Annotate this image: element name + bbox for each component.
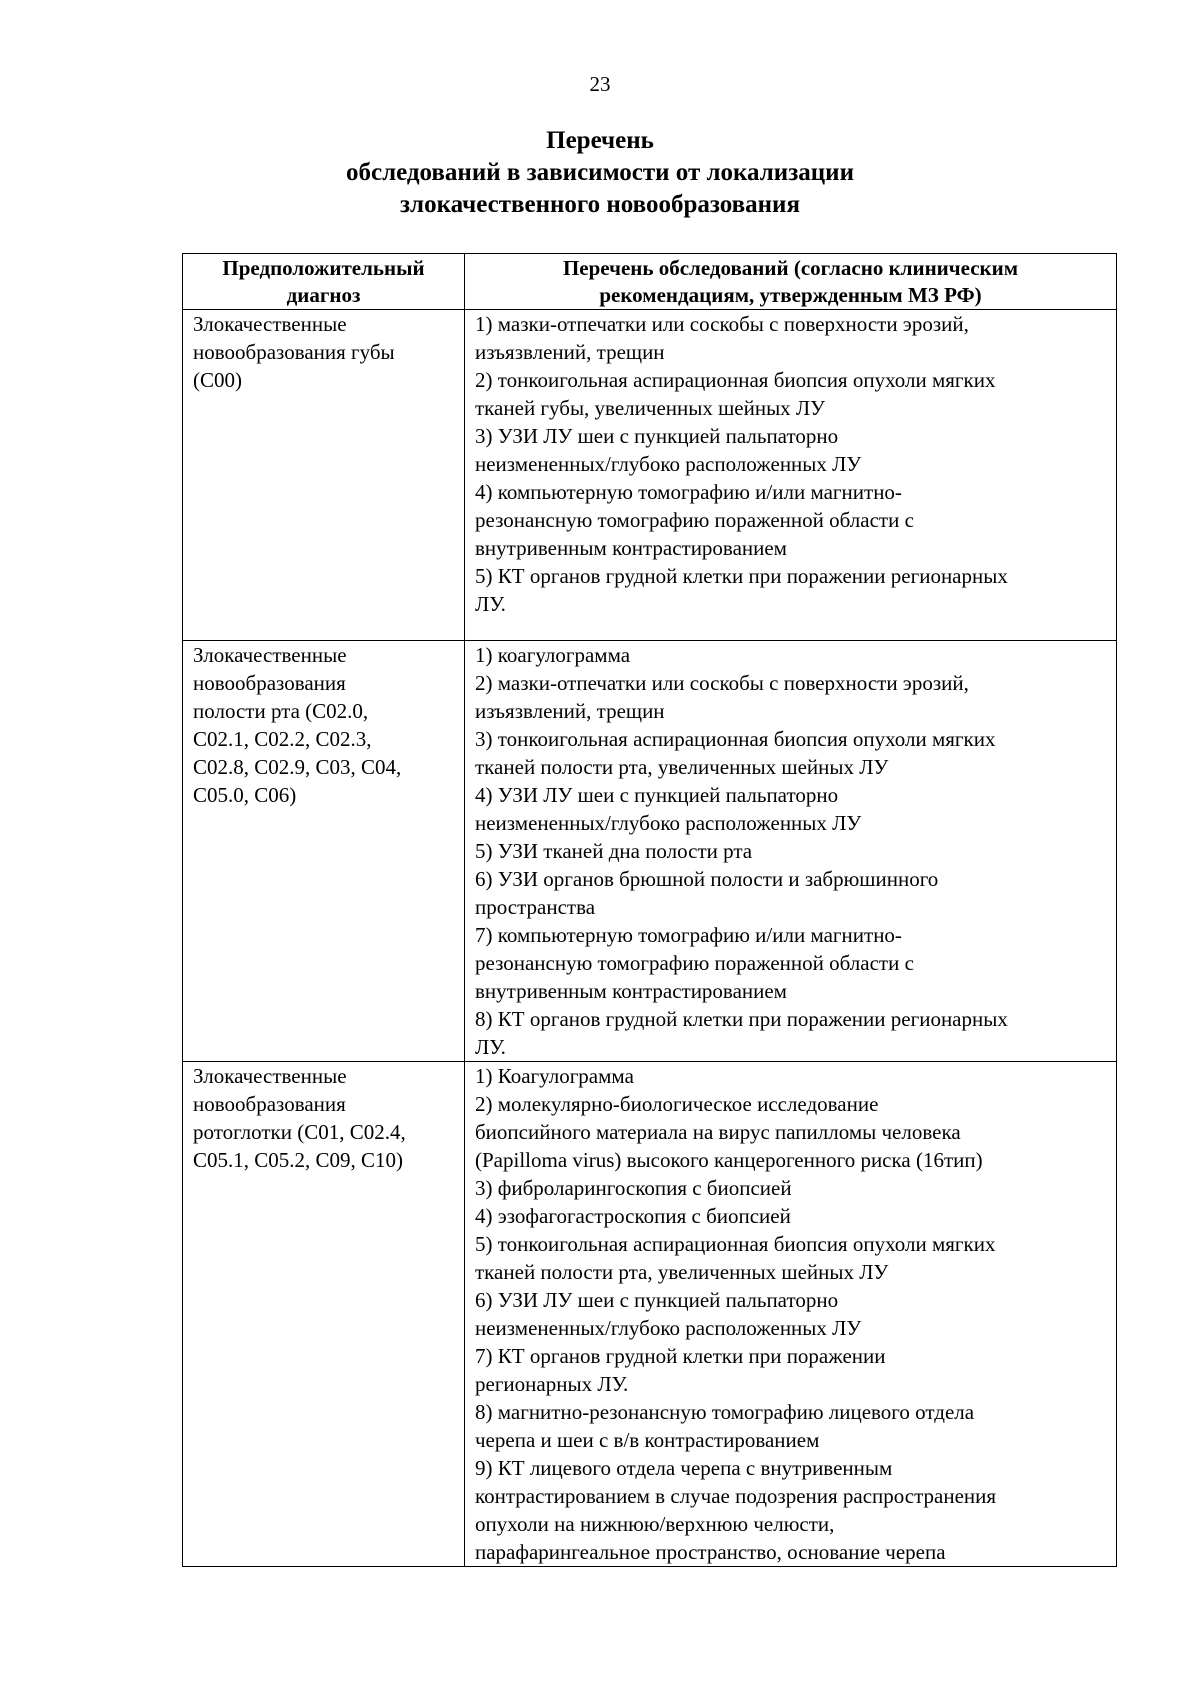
exam-line: 3) УЗИ ЛУ шеи с пункцией пальпаторно (475, 424, 839, 448)
document-title (0, 125, 1200, 221)
exam-line: 2) молекулярно-биологическое исследование (475, 1092, 879, 1116)
diagnosis-cell (183, 641, 465, 1062)
exam-line: опухоли на нижнюю/верхнюю челюсти, (475, 1512, 835, 1536)
exam-line: (Papilloma virus) высокого канцерогенного риска (16тип) (475, 1148, 983, 1172)
exam-line: 4) УЗИ ЛУ шеи с пункцией пальпаторно (475, 783, 839, 807)
diagnosis-line: С02.8, С02.9, С03, С04, (193, 755, 402, 779)
table-body (183, 310, 1117, 1567)
exam-line: тканей полости рта, увеличенных шейных ЛУ (475, 1260, 889, 1284)
exam-line: 8) КТ органов грудной клетки при поражении регионарных (475, 1007, 1008, 1031)
diagnosis-line: (С00) (193, 368, 242, 392)
exam-line: ЛУ. (475, 1035, 506, 1059)
exam-line: тканей полости рта, увеличенных шейных ЛУ (475, 755, 889, 779)
diagnosis-line: С05.1, С05.2, С09, С10) (193, 1148, 404, 1172)
exam-line: неизмененных/глубоко расположенных ЛУ (475, 811, 862, 835)
diagnosis-line: С05.0, С06) (193, 783, 297, 807)
exam-line: неизмененных/глубоко расположенных ЛУ (475, 452, 862, 476)
exam-line: резонансную томографию пораженной области с (475, 508, 914, 532)
exam-line: 1) мазки-отпечатки или соскобы с поверхности эрозий, (475, 312, 969, 336)
exam-line: ЛУ. (475, 592, 506, 616)
exam-line: 6) УЗИ органов брюшной полости и забрюшинного (475, 867, 939, 891)
exam-line: контрастированием в случае подозрения распространения (475, 1484, 997, 1508)
exam-line: 4) компьютерную томографию и/или магнитно- (475, 480, 902, 504)
diagnosis-line: полости рта (С02.0, (193, 699, 369, 723)
exam-line: 2) тонкоигольная аспирационная биопсия опухоли мягких (475, 368, 996, 392)
header-line: Перечень обследований (согласно клиническим (562, 256, 1019, 280)
exam-line: 6) УЗИ ЛУ шеи с пункцией пальпаторно (475, 1288, 839, 1312)
exam-line: 8) магнитно-резонансную томографию лицевого отдела (475, 1400, 975, 1424)
exam-line: 3) фиброларингоскопия с биопсией (475, 1176, 792, 1200)
diagnosis-line: Злокачественные (193, 1064, 347, 1088)
exam-line: внутривенным контрастированием (475, 536, 787, 560)
diagnosis-cell (183, 310, 465, 641)
exam-line: 7) компьютерную томографию и/или магнитно- (475, 923, 902, 947)
title-line: злокачественного новообразования (400, 191, 800, 218)
exam-line: 1) коагулограмма (475, 643, 631, 667)
header-exams (465, 254, 1117, 310)
exam-line: регионарных ЛУ. (475, 1372, 629, 1396)
diagnosis-line: Злокачественные (193, 643, 347, 667)
exam-line: 4) эзофагогастроскопия с биопсией (475, 1204, 791, 1228)
exam-line: тканей губы, увеличенных шейных ЛУ (475, 396, 826, 420)
exam-line: резонансную томографию пораженной области с (475, 951, 914, 975)
page-number: 23 (589, 72, 611, 96)
exam-line: 5) УЗИ тканей дна полости рта (475, 839, 753, 863)
table-row (183, 310, 1117, 641)
exam-line: изъязвлений, трещин (475, 340, 665, 364)
exam-line: черепа и шеи с в/в контрастированием (475, 1428, 820, 1452)
diagnosis-line: новообразования губы (193, 340, 395, 364)
diagnosis-line: С02.1, С02.2, С02.3, (193, 727, 372, 751)
exam-line: 9) КТ лицевого отдела черепа с внутривенным (475, 1456, 893, 1480)
exam-line: 5) КТ органов грудной клетки при поражении регионарных (475, 564, 1008, 588)
diagnosis-line: новообразования (193, 671, 346, 695)
header-diagnosis (183, 254, 465, 310)
exam-line: 5) тонкоигольная аспирационная биопсия опухоли мягких (475, 1232, 996, 1256)
examinations-table (182, 253, 1117, 1567)
exam-line: биопсийного материала на вирус папилломы человека (475, 1120, 961, 1144)
title-line: обследований в зависимости от локализации (346, 159, 854, 186)
diagnosis-cell (183, 1062, 465, 1567)
table-header-row (183, 254, 1117, 310)
exam-line: 7) КТ органов грудной клетки при поражении (475, 1344, 886, 1368)
title-line: Перечень (546, 127, 654, 154)
diagnosis-line: новообразования (193, 1092, 346, 1116)
exams-cell (465, 641, 1117, 1062)
exam-line: парафарингеальное пространство, основание черепа (475, 1540, 946, 1564)
header-line: рекомендациям, утвержденным МЗ РФ) (599, 283, 982, 307)
exam-line: внутривенным контрастированием (475, 979, 787, 1003)
header-line: Предположительный (222, 256, 425, 280)
table-row (183, 641, 1117, 1062)
exams-cell (465, 310, 1117, 641)
exam-line: 1) Коагулограмма (475, 1064, 634, 1088)
exams-cell (465, 1062, 1117, 1567)
exam-line: 2) мазки-отпечатки или соскобы с поверхности эрозий, (475, 671, 969, 695)
exam-line: пространства (475, 895, 596, 919)
header-line: диагноз (286, 283, 361, 307)
exam-line: неизмененных/глубоко расположенных ЛУ (475, 1316, 862, 1340)
exam-line: изъязвлений, трещин (475, 699, 665, 723)
table-row (183, 1062, 1117, 1567)
exam-line: 3) тонкоигольная аспирационная биопсия опухоли мягких (475, 727, 996, 751)
diagnosis-line: Злокачественные (193, 312, 347, 336)
diagnosis-line: ротоглотки (С01, С02.4, (193, 1120, 406, 1144)
